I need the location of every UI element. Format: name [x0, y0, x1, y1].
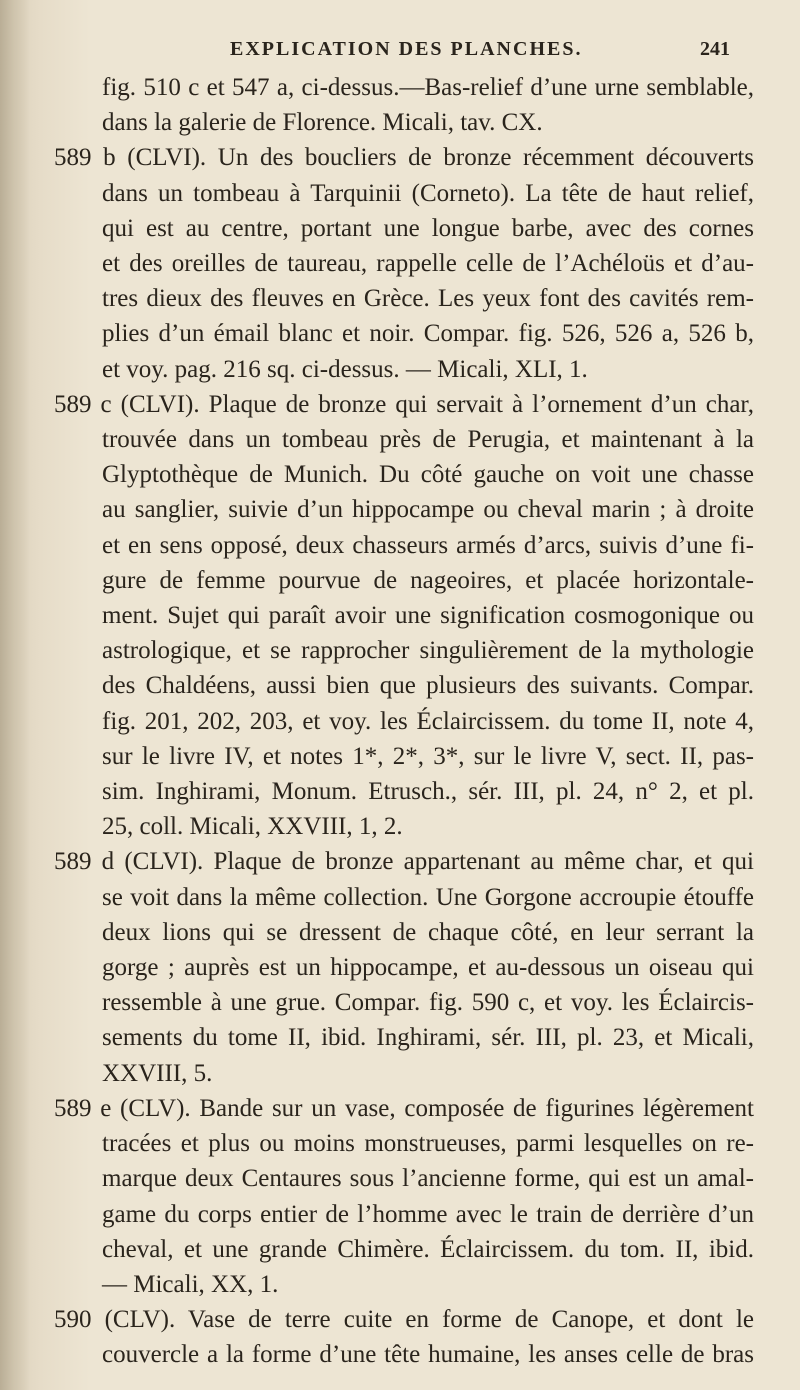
- text-line: et voy. pag. 216 sq. ci-dessus. — Micali, XLI, 1.: [102, 355, 588, 383]
- text-line: plies d’un émail blanc et noir. Compar. fig. 526, 526 a, 526 b,: [102, 320, 754, 348]
- entry-589c: [54, 387, 754, 845]
- entry-heading-line: 590 (CLV). Vase de terre cuite en forme de Canope, et dont le: [54, 1306, 754, 1334]
- text-line: gorge ; auprès est un hippocampe, et au-dessous un oiseau qui: [102, 954, 754, 982]
- text-line: couvercle a la forme d’une tête humaine, les anses celle de bras: [102, 1341, 754, 1369]
- entry-heading-line: 589 b (CLVI). Un des boucliers de bronze récemment découverts: [54, 144, 754, 172]
- text-line: qui est au centre, portant une longue barbe, avec des cornes: [102, 214, 754, 242]
- page-header: [0, 38, 800, 68]
- entry-590: [54, 1302, 754, 1372]
- text-line: gure de femme pourvue de nageoires, et placée horizontale-: [102, 566, 754, 594]
- entry-589e: [54, 1091, 754, 1302]
- entry-589d: [54, 844, 754, 1090]
- text-line: 25, coll. Micali, XXVIII, 1, 2.: [102, 813, 403, 841]
- text-line: XXVIII, 5.: [102, 1059, 213, 1087]
- text-line: fig. 510 c et 547 a, ci-dessus.—Bas-relief d’une urne semblable,: [102, 74, 754, 101]
- text-line: sur le livre IV, et notes 1*, 2*, 3*, sur le livre V, sect. II, pas-: [102, 742, 754, 770]
- entry-heading-line: 589 c (CLVI). Plaque de bronze qui servait à l’ornement d’un char,: [54, 390, 754, 418]
- entry-heading-line: 589 e (CLV). Bande sur un vase, composée de figurines légèrement: [54, 1094, 754, 1122]
- text-line: se voit dans la même collection. Une Gorgone accroupie étouffe: [102, 883, 754, 911]
- text-line: trouvée dans un tombeau près de Perugia, et maintenant à la: [102, 426, 754, 454]
- text-line: et des oreilles de taureau, rappelle celle de l’Achéloüs et d’au-: [102, 250, 754, 278]
- text-line: astrologique, et se rapprocher singulièrement de la mythologie: [102, 637, 754, 665]
- plate-explanations: [54, 70, 754, 1373]
- text-line: fig. 201, 202, 203, et voy. les Éclaircissem. du tome II, note 4,: [102, 707, 754, 735]
- running-title: EXPLICATION DES PLANCHES.: [230, 38, 583, 60]
- text-line: cheval, et une grande Chimère. Éclaircissem. du tom. II, ibid.: [102, 1235, 754, 1263]
- text-line: sim. Inghirami, Monum. Etrusch., sér. III, pl. 24, n° 2, et pl.: [102, 778, 754, 806]
- text-line: au sanglier, suivie d’un hippocampe ou cheval marin ; à droite: [102, 496, 754, 524]
- text-line: ment. Sujet qui paraît avoir une signification cosmogonique ou: [102, 602, 754, 630]
- entry-589b: [54, 140, 754, 386]
- text-line: — Micali, XX, 1.: [102, 1270, 279, 1298]
- text-line: des Chaldéens, aussi bien que plusieurs des suivants. Compar.: [102, 672, 754, 700]
- text-line: tracées et plus ou moins monstrueuses, parmi lesquelles on re-: [102, 1130, 754, 1158]
- text-line: deux lions qui se dressent de chaque côté, en leur serrant la: [102, 918, 754, 946]
- text-line: marque deux Centaures sous l’ancienne forme, qui est un amal-: [102, 1165, 754, 1193]
- page-binding-edge: [0, 0, 30, 1390]
- text-line: tres dieux des fleuves en Grèce. Les yeux font des cavités rem-: [102, 285, 754, 313]
- text-line: dans un tombeau à Tarquinii (Corneto). La tête de haut relief,: [102, 179, 754, 207]
- page-number: 241: [700, 38, 730, 60]
- text-line: game du corps entier de l’homme avec le train de derrière d’un: [102, 1200, 754, 1228]
- text-line: sements du tome II, ibid. Inghirami, sér. III, pl. 23, et Micali,: [102, 1024, 754, 1052]
- text-line: Glyptothèque de Munich. Du côté gauche on voit une chasse: [102, 461, 754, 489]
- entry-heading-line: 589 d (CLVI). Plaque de bronze appartenant au même char, et qui: [54, 848, 754, 876]
- text-line: et en sens opposé, deux chasseurs armés d’arcs, suivis d’une fi-: [102, 531, 754, 559]
- text-line: ressemble à une grue. Compar. fig. 590 c, et voy. les Éclaircis-: [102, 989, 754, 1017]
- entry-continuation: [54, 70, 754, 140]
- text-line: dans la galerie de Florence. Micali, tav. CX.: [102, 109, 543, 137]
